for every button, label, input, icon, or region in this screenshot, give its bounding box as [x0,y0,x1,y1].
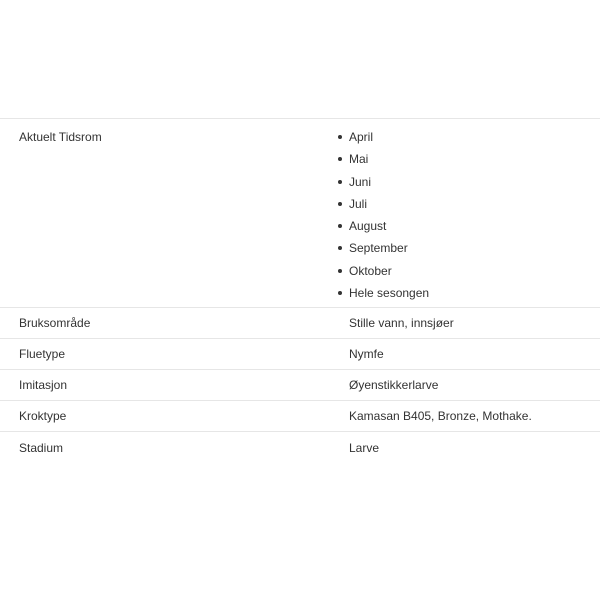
row-value: Larve [349,440,380,455]
list-item-label: April [349,130,374,144]
list-item [338,285,600,307]
bullet-icon [338,269,342,273]
row-value: Stille vann, innsjøer [349,316,454,330]
row-value: Øyenstikkerlarve [349,378,439,392]
row-label: Stadium [19,440,64,455]
table-row-kroktype [0,401,600,432]
list-item [338,218,600,240]
bullet-icon [338,157,342,161]
list-item-label: Oktober [349,263,392,278]
month-list-cell [338,129,600,307]
table-row-imitasjon [0,370,600,401]
list-item-label: Juli [349,196,368,211]
bullet-icon [338,180,342,184]
row-label: Imitasjon [19,378,68,392]
table-row-fluetype [0,339,600,370]
list-item [338,240,600,262]
bullet-icon [338,202,342,206]
bullet-icon [338,291,342,295]
table-row-aktuelt-tidsrom [0,119,600,308]
list-item [338,196,600,218]
row-value: Kamasan B405, Bronze, Mothake. [349,409,532,423]
list-item-label: Mai [349,152,369,167]
row-label: Aktuelt Tidsrom [19,130,102,144]
list-item-label: Hele sesongen [349,286,430,301]
list-item-label: Juni [349,174,372,189]
row-label: Kroktype [19,409,67,423]
table-row-stadium [0,432,600,463]
table-row-bruksomrade [0,308,600,339]
list-item-label: September [349,241,408,256]
row-label: Fluetype [19,347,66,361]
month-list [338,129,600,307]
list-item [338,263,600,285]
list-item [338,151,600,173]
row-value: Nymfe [349,347,384,361]
bullet-icon [338,224,342,228]
bullet-icon [338,246,342,250]
row-label: Bruksområde [19,316,91,330]
bullet-icon [338,135,342,139]
list-item [338,174,600,196]
list-item-label: August [349,219,387,234]
product-attributes-table [0,118,600,463]
list-item [338,129,600,151]
